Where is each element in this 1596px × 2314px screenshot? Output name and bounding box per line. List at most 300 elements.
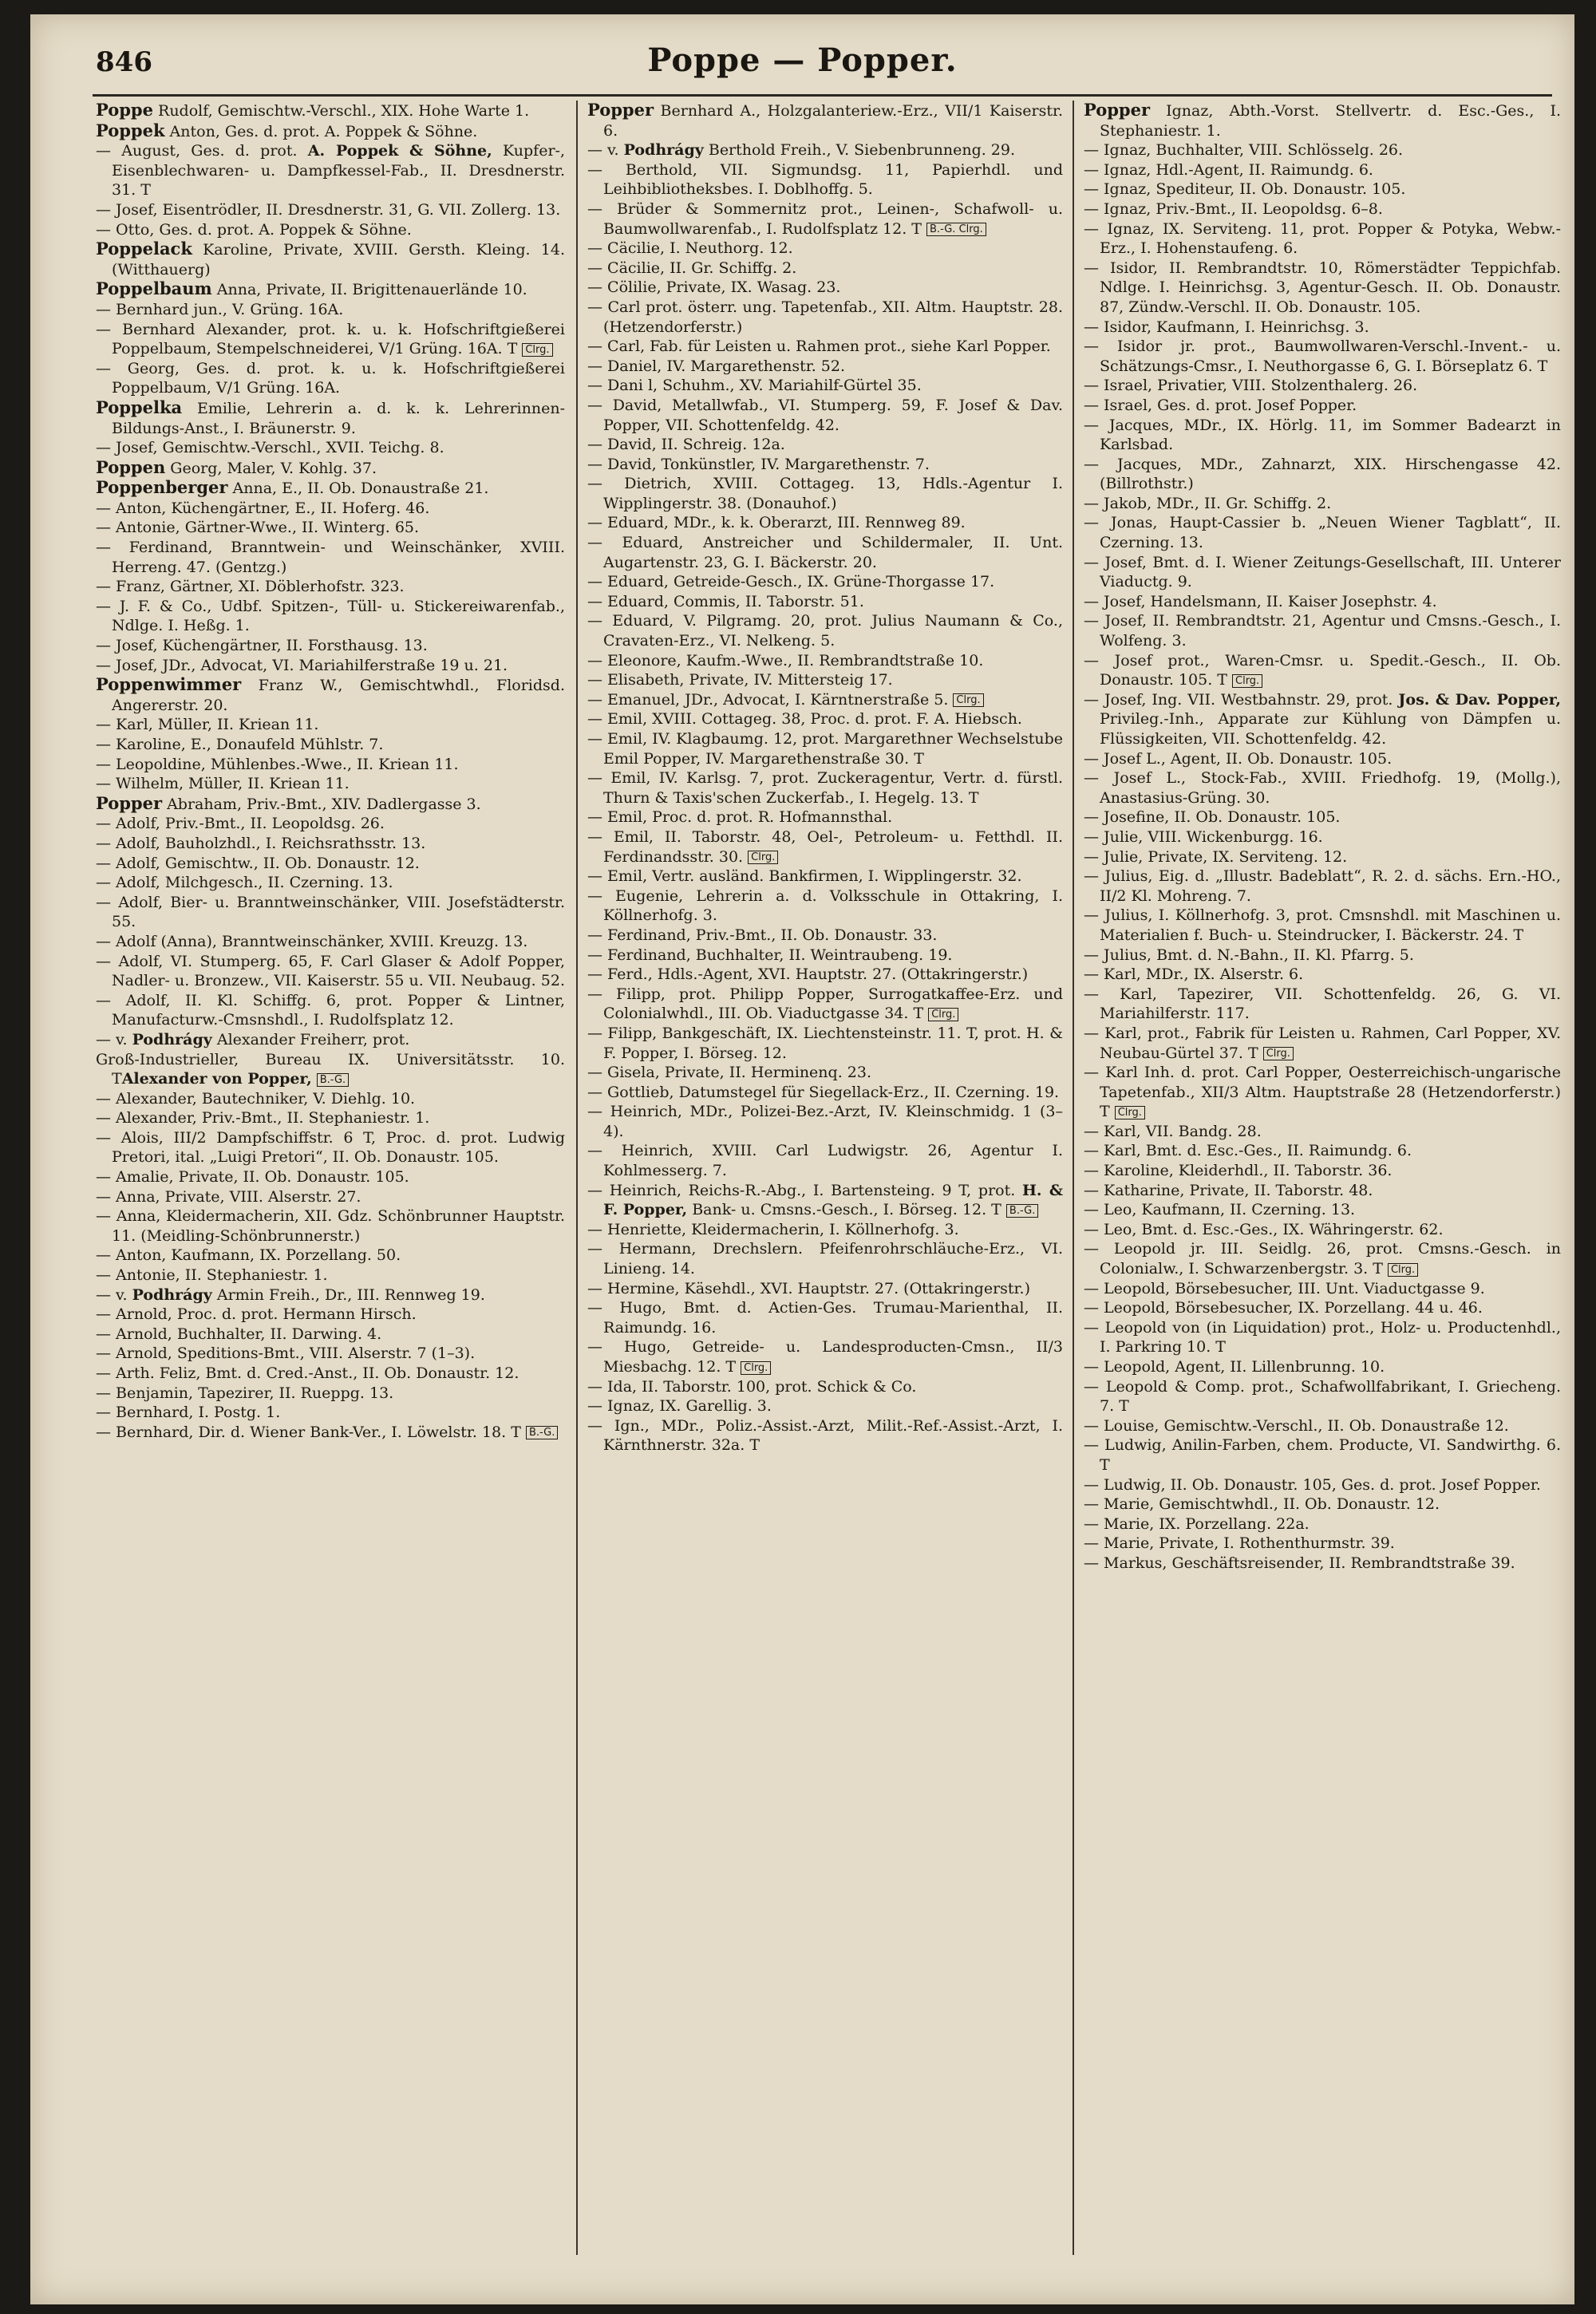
directory-entry bbox=[96, 141, 565, 200]
entry-text: — Isidor jr. prot., Baumwollwaren-Verschl.-Invent.- u. Schätzungs-Cmsr., I. Neuthorgasse 6, G. I. Börseplatz 6. T bbox=[1084, 338, 1561, 375]
entry-text: — Leo, Bmt. d. Esc.-Ges., IX. Währingerstr. 62. bbox=[1084, 1220, 1444, 1238]
firm-name: A. Poppek & Söhne, bbox=[307, 142, 492, 160]
directory-entry bbox=[587, 709, 1063, 729]
entry-text: — Arnold, Speditions-Bmt., VIII. Alserstr. 7 (1–3). bbox=[96, 1345, 476, 1363]
entry-text: — Gottlieb, Datumstegel für Siegellack-Erz., II. Czerning. 19. bbox=[587, 1083, 1060, 1101]
directory-entry bbox=[1084, 513, 1561, 552]
clearing-badge: B.-G. bbox=[526, 1426, 558, 1439]
clearing-badge: Clrg. bbox=[522, 343, 552, 357]
entry-text: — Georg, Ges. d. prot. k. u. k. Hofschriftgießerei Poppelbaum, V/1 Grüng. 16A. bbox=[96, 359, 565, 397]
entry-text: Bernhard A., Holzgalanteriew.-Erz., VII/1 Kaiserstr. 6. bbox=[603, 102, 1063, 140]
directory-entry bbox=[1084, 376, 1561, 396]
entry-text: — David, Tonkünstler, IV. Margarethenstr. 7. bbox=[587, 455, 930, 473]
directory-entry bbox=[1084, 1220, 1561, 1240]
entry-text: Bank- u. Cmsns.-Gesch., I. Börseg. 12. T bbox=[687, 1201, 1001, 1219]
directory-entry bbox=[1084, 1200, 1561, 1220]
directory-entry bbox=[587, 1298, 1063, 1337]
directory-entry bbox=[587, 690, 1063, 710]
directory-entry bbox=[96, 300, 565, 320]
entry-text: — Filipp, prot. Philipp Popper, Surrogatkaffee-Erz. und Colonialwhdl., III. Ob. Viaductgasse 34. T bbox=[587, 985, 1063, 1023]
entry-text: — Adolf, Gemischtw., II. Ob. Donaustr. 12. bbox=[96, 854, 420, 872]
entry-text: — Marie, IX. Porzellang. 22a. bbox=[1084, 1514, 1310, 1533]
directory-entry bbox=[587, 651, 1063, 671]
entry-text: — Arnold, Proc. d. prot. Hermann Hirsch. bbox=[96, 1305, 417, 1324]
entry-text: Emilie, Lehrerin a. d. k. k. Lehrerinnen-Bildungs-Anst., I. Bräunerstr. 9. bbox=[112, 399, 565, 437]
entry-text: — Leo, Kaufmann, II. Czerning. 13. bbox=[1084, 1201, 1356, 1219]
entry-text: — Jacques, MDr., IX. Hörlg. 11, im Sommer Badearzt in Karlsbad. bbox=[1084, 416, 1561, 454]
entry-surname: Poppenberger bbox=[96, 477, 228, 498]
directory-entry bbox=[1084, 1475, 1561, 1495]
entry-text: — Josefine, II. Ob. Donaustr. 105. bbox=[1084, 808, 1341, 827]
directory-entry bbox=[587, 670, 1063, 690]
directory-entry bbox=[1084, 906, 1561, 945]
column-3 bbox=[1084, 101, 1561, 2303]
directory-entry bbox=[587, 729, 1063, 768]
directory-entry bbox=[1084, 1298, 1561, 1318]
directory-entry bbox=[1084, 690, 1561, 749]
directory-entry bbox=[1084, 1435, 1561, 1475]
entry-text: — Daniel, IV. Margarethenstr. 52. bbox=[587, 357, 846, 375]
entry-text: — Ferd., Hdls.-Agent, XVI. Hauptstr. 27. (Ottakringerstr.) bbox=[587, 965, 1029, 984]
directory-entry bbox=[1084, 1141, 1561, 1161]
entry-text: — Emil, XVIII. Cottageg. 38, Proc. d. prot. F. A. Hiebsch. bbox=[587, 710, 1022, 729]
entry-text: — Bernhard, I. Postg. 1. bbox=[96, 1404, 281, 1422]
entry-text: — Carl prot. österr. ung. Tapetenfab., XII. Altm. Hauptstr. 28. (Hetzendorferstr.) bbox=[587, 298, 1063, 336]
directory-entry bbox=[96, 774, 565, 794]
entry-text: — Antonie, Gärtner-Wwe., II. Winterg. 65. bbox=[96, 519, 420, 537]
directory-entry bbox=[96, 1305, 565, 1325]
directory-entry bbox=[96, 438, 565, 458]
entry-text: — Emanuel, JDr., Advocat, I. Kärntnerstraße 5. bbox=[587, 690, 949, 709]
entry-text: — Ignaz, IX. Garellig. 3. bbox=[587, 1397, 772, 1416]
entry-text: — Karl Inh. d. prot. Carl Popper, Oesterreichisch-ungarische Tapetenfab., XII/3 Altm. Hauptstraße 28 (Hetzendorferstr.) T bbox=[1084, 1064, 1561, 1121]
directory-entry bbox=[587, 808, 1063, 827]
directory-entry bbox=[96, 538, 565, 577]
directory-entry bbox=[1084, 1024, 1561, 1063]
directory-entry bbox=[587, 985, 1063, 1024]
directory-entry bbox=[1084, 1279, 1561, 1299]
entry-text: — Eduard, Getreide-Gesch., IX. Grüne-Thorgasse 17. bbox=[587, 573, 995, 591]
entry-text: — Marie, Private, I. Rothenthurmstr. 39. bbox=[1084, 1534, 1395, 1553]
directory-entry bbox=[587, 768, 1063, 808]
entry-text: — Karl, Müller, II. Kriean 11. bbox=[96, 716, 319, 734]
directory-entry bbox=[587, 1396, 1063, 1416]
entry-surname: Poppelka bbox=[96, 397, 183, 417]
entry-text: — Otto, Ges. d. prot. A. Poppek & Söhne. bbox=[96, 220, 412, 239]
directory-entry bbox=[1084, 867, 1561, 906]
entry-text: — Cölilie, Private, IX. Wasag. 23. bbox=[587, 278, 841, 297]
entry-text: Anton, Ges. d. prot. A. Poppek & Söhne. bbox=[164, 122, 478, 140]
entry-text: — Leopold, Börsebesucher, III. Unt. Viaductgasse 9. bbox=[1084, 1279, 1485, 1297]
directory-entry bbox=[96, 834, 565, 854]
directory-entry bbox=[96, 636, 565, 656]
entry-text: Franz W., Gemischtwhdl., Floridsd. Angererstr. 20. bbox=[112, 677, 565, 714]
directory-entry bbox=[96, 991, 565, 1030]
directory-entry bbox=[1084, 1534, 1561, 1554]
entry-text: — Eduard, Commis, II. Taborstr. 51. bbox=[587, 592, 864, 610]
entry-text: — Filipp, Bankgeschäft, IX. Liechtensteinstr. 11. T, prot. H. & F. Popper, I. Börseg. 12. bbox=[587, 1024, 1063, 1062]
directory-entry bbox=[96, 1089, 565, 1109]
entry-text: Alexander Freiherr, prot. bbox=[211, 1030, 410, 1048]
clearing-badge: Clrg. bbox=[1263, 1047, 1294, 1060]
directory-entry bbox=[587, 572, 1063, 592]
entry-text: Anna, Private, II. Brigittenauerlände 10. bbox=[211, 281, 527, 299]
entry-text: — Berthold, VII. Sigmundsg. 11, Papierhdl. und Leihbibliotheksbes. I. Doblhoffg. 5. bbox=[587, 160, 1063, 199]
directory-entry bbox=[587, 435, 1063, 455]
page-title: Poppe — Popper. bbox=[647, 41, 958, 79]
entry-text: — Markus, Geschäftsreisender, II. Rembrandtstraße 39. bbox=[1084, 1554, 1515, 1572]
directory-entry bbox=[1084, 396, 1561, 416]
directory-entry bbox=[587, 455, 1063, 475]
entry-text: — Ludwig, Anilin-Farben, chem. Producte, VI. Sandwirthg. 6. T bbox=[1084, 1436, 1561, 1474]
entry-text: — Heinrich, MDr., Polizei-Bez.-Arzt, IV. Kleinschmidg. 1 (3–4). bbox=[587, 1103, 1063, 1140]
firm-name: Jos. & Dav. Popper, bbox=[1398, 690, 1561, 709]
entry-text: — Elisabeth, Private, IV. Mittersteig 17. bbox=[587, 671, 893, 689]
entry-text: — v. bbox=[587, 141, 624, 160]
directory-entry bbox=[96, 675, 565, 715]
directory-entry bbox=[1084, 985, 1561, 1024]
entry-text: — Adolf, Milchgesch., II. Czerning. 13. bbox=[96, 874, 393, 892]
firm-name: Podhrágy bbox=[132, 1285, 212, 1304]
entry-text: — Leopold von (in Liquidation) prot., Holz- u. Productenhdl., I. Parkring 10. T bbox=[1084, 1318, 1561, 1356]
entry-text: — Amalie, Private, II. Ob. Donaustr. 105. bbox=[96, 1168, 409, 1187]
entry-text: — Karoline, E., Donaufeld Mühlstr. 7. bbox=[96, 736, 384, 753]
directory-entry bbox=[1084, 199, 1561, 219]
entry-text: — Katharine, Private, II. Taborstr. 48. bbox=[1084, 1181, 1373, 1199]
entry-text: Anna, E., II. Ob. Donaustraße 21. bbox=[227, 480, 489, 498]
entry-text: — Eduard, V. Pilgramg. 20, prot. Julius Naumann & Co., Cravaten-Erz., VI. Nelkeng. 5. bbox=[587, 612, 1063, 650]
column-2 bbox=[587, 101, 1063, 2303]
entry-text: — Emil, IV. Klagbaumg. 12, prot. Margarethner Wechselstube Emil Popper, IV. Margarethenstraße 30. T bbox=[587, 730, 1063, 768]
entry-text: — Gisela, Private, II. Herminenq. 23. bbox=[587, 1064, 871, 1082]
entry-surname: Poppelack bbox=[96, 239, 192, 259]
directory-entry bbox=[1084, 259, 1561, 318]
directory-entry bbox=[96, 1344, 565, 1364]
directory-entry bbox=[96, 577, 565, 597]
entry-text: — Eleonore, Kaufm.-Wwe., II. Rembrandtstraße 10. bbox=[587, 651, 984, 669]
entry-text: — Ignaz, Spediteur, II. Ob. Donaustr. 105. bbox=[1084, 180, 1406, 199]
directory-entry bbox=[96, 499, 565, 519]
entry-text: — Alexander, Bautechniker, V. Diehlg. 10. bbox=[96, 1089, 416, 1108]
directory-entry bbox=[1084, 768, 1561, 808]
directory-entry bbox=[587, 160, 1063, 199]
entry-text: — Adolf, VI. Stumperg. 65, F. Carl Glaser & Adolf Popper, Nadler- u. Bronzew., VII. Kaiserstr. 55 u. VII. Neubaug. 52. bbox=[96, 952, 565, 990]
entry-text: — Alois, III/2 Dampfschiffstr. 6 T, Proc. d. prot. Ludwig Pretori, ital. „Luigi Pretori“, II. Ob. Donaustr. 105. bbox=[96, 1128, 565, 1167]
directory-entry bbox=[587, 965, 1063, 985]
entry-text: Kupfer-, Eisenblechwaren- u. Dampfkessel-Fab., II. Dresdnerstr. 31. T bbox=[112, 142, 565, 199]
directory-page bbox=[30, 14, 1574, 2304]
entry-text: Armin Freih., Dr., III. Rennweg 19. bbox=[211, 1285, 485, 1304]
directory-entry bbox=[1084, 1318, 1561, 1357]
directory-entry bbox=[587, 611, 1063, 650]
directory-entry bbox=[96, 1423, 565, 1443]
directory-entry bbox=[96, 1325, 565, 1345]
directory-entry bbox=[587, 867, 1063, 887]
entry-text: — Isidor, II. Rembrandtstr. 10, Römerstädter Teppichfab. Ndlge. I. Heinrichsg. 3, Agentur-Gesch. II. Ob. Donaustr. 87, Zündw.-Verschl. II. Ob. Donaustr. 105. bbox=[1084, 259, 1561, 316]
entry-text: — Ferdinand, Priv.-Bmt., II. Ob. Donaustr. 33. bbox=[587, 926, 938, 944]
entry-text: — Julie, Private, IX. Serviteng. 12. bbox=[1084, 847, 1348, 866]
entry-text: — Karl, MDr., IX. Alserstr. 6. bbox=[1084, 965, 1304, 984]
directory-entry bbox=[1084, 651, 1561, 690]
directory-entry bbox=[587, 1337, 1063, 1376]
clearing-badge: B.-G. bbox=[1006, 1204, 1038, 1218]
directory-entry bbox=[1084, 1122, 1561, 1142]
directory-entry bbox=[587, 140, 1063, 160]
directory-entry bbox=[1084, 180, 1561, 199]
entry-text: — Adolf, Bauholzhdl., I. Reichsrathsstr. 13. bbox=[96, 834, 426, 852]
entry-text: — Arnold, Buchhalter, II. Darwing. 4. bbox=[96, 1325, 382, 1343]
entry-text: — Julius, Bmt. d. N.-Bahn., II. Kl. Pfarrg. 5. bbox=[1084, 946, 1414, 964]
entry-surname: Poppe bbox=[96, 101, 153, 120]
entry-text: — Israel, Ges. d. prot. Josef Popper. bbox=[1084, 396, 1357, 414]
directory-entry bbox=[1084, 946, 1561, 965]
entry-text: — Josef, JDr., Advocat, VI. Mariahilferstraße 19 u. 21. bbox=[96, 656, 508, 674]
entry-text: — Ignaz, Priv.-Bmt., II. Leopoldsg. 6–8. bbox=[1084, 199, 1383, 218]
entry-text: — Heinrich, XVIII. Carl Ludwigstr. 26, Agentur I. Kohlmesserg. 7. bbox=[587, 1142, 1063, 1180]
entry-text: — Franz, Gärtner, XI. Döblerhofstr. 323. bbox=[96, 578, 405, 596]
entry-text: — Jonas, Haupt-Cassier b. „Neuen Wiener Tagblatt“, II. Czerning. 13. bbox=[1084, 514, 1561, 552]
directory-entry bbox=[587, 474, 1063, 513]
entry-text: — Anna, Kleidermacherin, XII. Gdz. Schönbrunner Hauptstr. 11. (Meidling-Schönbrunnerstr.) bbox=[96, 1207, 565, 1245]
directory-entry bbox=[587, 1239, 1063, 1278]
directory-entry bbox=[1084, 1063, 1561, 1122]
entry-text: — Carl, Fab. für Leisten u. Rahmen prot., siehe Karl Popper. bbox=[587, 338, 1051, 356]
entry-text: — Henriette, Kleidermacherin, I. Köllnerhofg. 3. bbox=[587, 1220, 959, 1238]
entry-text: Karoline, Private, XVIII. Gersth. Kleing. 14. (Witthauerg) bbox=[112, 241, 565, 278]
directory-entry bbox=[96, 1364, 565, 1384]
entry-text: — Bernhard jun., V. Grüng. 16A. bbox=[96, 300, 344, 318]
entry-text: Berthold Freih., V. Siebenbrunneng. 29. bbox=[703, 141, 1016, 160]
directory-entry bbox=[587, 592, 1063, 612]
entry-text: — Leopold, Agent, II. Lillenbrunng. 10. bbox=[1084, 1358, 1385, 1376]
directory-entry bbox=[1084, 140, 1561, 160]
directory-entry bbox=[96, 814, 565, 834]
entry-text: — Karl, VII. Bandg. 28. bbox=[1084, 1122, 1262, 1140]
header-rule bbox=[93, 94, 1552, 97]
directory-entry bbox=[96, 220, 565, 240]
entry-surname: Poppen bbox=[96, 456, 166, 477]
directory-entry bbox=[587, 946, 1063, 965]
entry-text: — Ignaz, Hdl.-Agent, II. Raimundg. 6. bbox=[1084, 160, 1373, 179]
entry-text: — Leopold & Comp. prot., Schafwollfabrikant, I. Griecheng. 7. T bbox=[1084, 1377, 1561, 1416]
entry-text: — David, Metallwfab., VI. Stumperg. 59, F. Josef & Dav. Popper, VII. Schottenfeldg. 42. bbox=[587, 396, 1063, 434]
entry-surname: Popper bbox=[96, 792, 163, 813]
entry-text: — Julius, Eig. d. „Illustr. Badeblatt“, R. 2. d. sächs. Ern.-HO., II/2 Kl. Mohreng. 7. bbox=[1084, 867, 1561, 905]
firm-name: Podhrágy bbox=[623, 141, 704, 160]
entry-text: — Hermine, Käsehdl., XVI. Hauptstr. 27. (Ottakringerstr.) bbox=[587, 1279, 1030, 1297]
clearing-badge: Clrg. bbox=[1232, 674, 1262, 688]
directory-entry bbox=[587, 337, 1063, 357]
directory-entry bbox=[587, 1181, 1063, 1220]
entry-surname: Popper bbox=[1084, 101, 1151, 120]
entry-text: — Emil, IV. Karlsg. 7, prot. Zuckeragentur, Vertr. d. fürstl. Thurn & Taxis'schen Zuckerfab., I. Hegelg. 13. T bbox=[587, 769, 1063, 807]
directory-entry bbox=[587, 1141, 1063, 1180]
directory-entry bbox=[96, 794, 565, 815]
directory-entry bbox=[1084, 160, 1561, 180]
clearing-badge: Clrg. bbox=[1115, 1106, 1145, 1119]
entry-surname: Poppenwimmer bbox=[96, 674, 242, 695]
entry-text: — Bernhard, Dir. d. Wiener Bank-Ver., I. Löwelstr. 18. T bbox=[96, 1423, 521, 1441]
page-number: 846 bbox=[96, 46, 152, 78]
entry-text: — Josef, Eisentrödler, II. Dresdnerstr. 31, G. VII. Zollerg. 13. bbox=[96, 200, 561, 219]
entry-surname: Poppek bbox=[96, 120, 165, 140]
clearing-badge: Clrg. bbox=[928, 1008, 958, 1021]
directory-entry bbox=[1084, 847, 1561, 867]
directory-entry bbox=[96, 320, 565, 359]
entry-text: — Adolf (Anna), Branntweinschänker, XVIII. Kreuzg. 13. bbox=[96, 932, 528, 950]
entry-text: — Jacques, MDr., Zahnarzt, XIX. Hirschengasse 42. (Billrothstr.) bbox=[1084, 455, 1561, 493]
directory-entry bbox=[587, 239, 1063, 259]
column-divider bbox=[576, 101, 578, 2255]
entry-text: — Emil, Vertr. ausländ. Bankfirmen, I. Wipplingerstr. 32. bbox=[587, 867, 1022, 886]
directory-entry bbox=[96, 1266, 565, 1285]
entry-text: — Arth. Feliz, Bmt. d. Cred.-Anst., II. Ob. Donaustr. 12. bbox=[96, 1364, 519, 1382]
directory-entry bbox=[587, 827, 1063, 867]
directory-entry bbox=[96, 1206, 565, 1246]
directory-entry bbox=[587, 1416, 1063, 1455]
directory-entry bbox=[1084, 1357, 1561, 1377]
directory-entry bbox=[587, 298, 1063, 337]
directory-entry bbox=[587, 101, 1063, 140]
directory-entry bbox=[1084, 318, 1561, 338]
firm-name: Alexander von Popper, bbox=[121, 1070, 312, 1088]
directory-entry bbox=[96, 1384, 565, 1404]
directory-entry bbox=[96, 478, 565, 499]
entry-text: — Adolf, II. Kl. Schiffg. 6, prot. Popper & Lintner, Manufacturw.-Cmsnshdl., I. Rudolfsplatz 12. bbox=[96, 991, 565, 1029]
entry-text: Groß-Industrieller, Bureau IX. Universitätsstr. 10. T bbox=[96, 1050, 565, 1088]
entry-text: — Ignaz, IX. Serviteng. 11, prot. Popper & Potyka, Webw.-Erz., I. Hohenstaufeng. 6. bbox=[1084, 219, 1561, 258]
entry-text: Ignaz, Abth.-Vorst. Stellvertr. d. Esc.-Ges., I. Stephaniestr. 1. bbox=[1100, 102, 1561, 140]
directory-entry bbox=[1084, 1554, 1561, 1574]
entry-text: — Jakob, MDr., II. Gr. Schiffg. 2. bbox=[1084, 494, 1332, 512]
entry-text: — Karl, Bmt. d. Esc.-Ges., II. Raimundg. 6. bbox=[1084, 1142, 1412, 1160]
entry-text: — Benjamin, Tapezirer, II. Rueppg. 13. bbox=[96, 1384, 394, 1402]
entry-text: — Leopoldine, Mühlenbes.-Wwe., II. Kriean 11. bbox=[96, 755, 459, 773]
entry-text: — Adolf, Priv.-Bmt., II. Leopoldsg. 26. bbox=[96, 815, 385, 833]
directory-entry bbox=[96, 854, 565, 874]
directory-entry bbox=[587, 376, 1063, 396]
directory-entry bbox=[1084, 1161, 1561, 1181]
entry-text: — Dani l, Schuhm., XV. Mariahilf-Gürtel 35. bbox=[587, 377, 922, 395]
column-divider bbox=[1073, 101, 1074, 2255]
directory-entry bbox=[587, 1377, 1063, 1397]
entry-text: — Louise, Gemischtw.-Verschl., II. Ob. Donaustraße 12. bbox=[1084, 1416, 1509, 1435]
directory-entry bbox=[587, 1102, 1063, 1141]
directory-entry bbox=[587, 513, 1063, 533]
entry-text: — Josef L., Agent, II. Ob. Donaustr. 105. bbox=[1084, 749, 1393, 768]
directory-entry bbox=[96, 1187, 565, 1207]
directory-entry bbox=[96, 1167, 565, 1187]
entry-text: — Bernhard Alexander, prot. k. u. k. Hofschriftgießerei Poppelbaum, Stempelschneiderei, V/1 Grüng. 16A. T bbox=[96, 320, 565, 358]
directory-entry bbox=[96, 359, 565, 398]
entry-text: — Emil, II. Taborstr. 48, Oel-, Petroleum- u. Fetthdl. II. Ferdinandsstr. 30. bbox=[587, 827, 1063, 866]
directory-entry bbox=[96, 1128, 565, 1167]
directory-entry bbox=[96, 1108, 565, 1128]
entry-text: — Anna, Private, VIII. Alserstr. 27. bbox=[96, 1187, 361, 1206]
directory-entry bbox=[1084, 965, 1561, 985]
entry-text: — Ign., MDr., Poliz.-Assist.-Arzt, Milit.-Ref.-Assist.-Arzt, I. Kärnthnerstr. 32a. T bbox=[587, 1416, 1063, 1455]
directory-entry bbox=[1084, 808, 1561, 827]
directory-entry bbox=[96, 1050, 565, 1089]
directory-entry bbox=[96, 239, 565, 279]
entry-text: — Wilhelm, Müller, II. Kriean 11. bbox=[96, 775, 350, 793]
directory-entry bbox=[1084, 827, 1561, 847]
directory-entry bbox=[96, 755, 565, 775]
directory-entry bbox=[1084, 101, 1561, 140]
directory-entry bbox=[96, 735, 565, 755]
firm-name: H. & F. Popper, bbox=[603, 1181, 1063, 1219]
directory-entry bbox=[96, 1030, 565, 1050]
directory-entry bbox=[587, 1083, 1063, 1103]
entry-text: — August, Ges. d. prot. bbox=[96, 142, 308, 160]
entry-text: — Cäcilie, I. Neuthorg. 12. bbox=[587, 239, 793, 258]
entry-text: — Ferdinand, Buchhalter, II. Weintraubeng. 19. bbox=[587, 946, 953, 964]
entry-text: — Leopold jr. III. Seidlg. 26, prot. Cmsns.-Gesch. in Colonialw., I. Schwarzenbergstr. 3. T bbox=[1084, 1240, 1561, 1278]
entry-text: — v. bbox=[96, 1030, 132, 1048]
entry-text: — Josef, Handelsmann, II. Kaiser Josephstr. 4. bbox=[1084, 592, 1437, 610]
column-1 bbox=[96, 101, 565, 2303]
entry-text: — Ignaz, Buchhalter, VIII. Schlösselg. 26. bbox=[1084, 141, 1404, 160]
entry-text: — Ludwig, II. Ob. Donaustr. 105, Ges. d. prot. Josef Popper. bbox=[1084, 1475, 1541, 1494]
entry-text: — Eduard, Anstreicher und Schildermaler, II. Unt. Augartenstr. 23, G. I. Bäckerstr. 20. bbox=[587, 534, 1063, 571]
directory-entry bbox=[587, 533, 1063, 572]
directory-entry bbox=[1084, 455, 1561, 494]
entry-text: — Heinrich, Reichs-R.-Abg., I. Bartensteing. 9 T, prot. bbox=[587, 1181, 1022, 1199]
clearing-badge: Clrg. bbox=[953, 693, 983, 707]
entry-text: — Eugenie, Lehrerin a. d. Volksschule in Ottakring, I. Köllnerhofg. 3. bbox=[587, 887, 1063, 925]
directory-entry bbox=[96, 1246, 565, 1266]
entry-text: — Julie, VIII. Wickenburgg. 16. bbox=[1084, 827, 1323, 846]
directory-entry bbox=[96, 121, 565, 142]
entry-text: — Dietrich, XVIII. Cottageg. 13, Hdls.-Agentur I. Wipplingerstr. 38. (Donauhof.) bbox=[587, 475, 1063, 512]
entry-text: — Isidor, Kaufmann, I. Heinrichsg. 3. bbox=[1084, 318, 1369, 336]
directory-entry bbox=[96, 458, 565, 479]
directory-entry bbox=[587, 1220, 1063, 1240]
entry-text: — Karoline, Kleiderhdl., II. Taborstr. 36. bbox=[1084, 1162, 1393, 1180]
entry-text: — Adolf, Bier- u. Branntweinschänker, VIII. Josefstädterstr. 55. bbox=[96, 893, 565, 931]
entry-text: Privileg.-Inh., Apparate zur Kühlung von Dämpfen u. Flüssigkeiten, VII. Schottenfeldg. 42. bbox=[1100, 710, 1561, 748]
directory-entry bbox=[1084, 592, 1561, 612]
entry-text: — Josef, Küchengärtner, II. Forsthausg. 13. bbox=[96, 637, 428, 655]
entry-text: — Josef prot., Waren-Cmsr. u. Spedit.-Gesch., II. Ob. Donaustr. 105. T bbox=[1084, 651, 1561, 689]
directory-entry bbox=[96, 952, 565, 991]
entry-text: Abraham, Priv.-Bmt., XIV. Dadlergasse 3. bbox=[162, 795, 481, 813]
directory-entry bbox=[587, 887, 1063, 926]
clearing-badge: Clrg. bbox=[1388, 1263, 1418, 1277]
directory-entry bbox=[587, 1063, 1063, 1083]
directory-entry bbox=[96, 518, 565, 538]
directory-entry bbox=[587, 278, 1063, 298]
directory-entry bbox=[587, 357, 1063, 377]
entry-text: — Josef, Gemischtw.-Verschl., XVII. Teichg. 8. bbox=[96, 439, 444, 457]
entry-text: Georg, Maler, V. Kohlg. 37. bbox=[165, 459, 377, 477]
entry-text: — Josef, Bmt. d. I. Wiener Zeitungs-Gesellschaft, III. Unterer Viaductg. 9. bbox=[1084, 553, 1561, 591]
directory-entry bbox=[1084, 1416, 1561, 1436]
clearing-badge: Clrg. bbox=[741, 1361, 771, 1375]
entry-text: — Leopold, Börsebesucher, IX. Porzellang. 44 u. 46. bbox=[1084, 1299, 1483, 1317]
entry-text: — Cäcilie, II. Gr. Schiffg. 2. bbox=[587, 259, 797, 277]
directory-entry bbox=[1084, 1239, 1561, 1278]
directory-entry bbox=[96, 656, 565, 676]
directory-entry bbox=[1084, 553, 1561, 592]
directory-entry bbox=[1084, 1495, 1561, 1514]
directory-entry bbox=[587, 926, 1063, 946]
entry-text: — Emil, Proc. d. prot. R. Hofmannsthal. bbox=[587, 808, 893, 827]
entry-text: — Hugo, Bmt. d. Actien-Ges. Trumau-Marienthal, II. Raimundg. 16. bbox=[587, 1299, 1063, 1337]
directory-entry bbox=[587, 259, 1063, 278]
directory-entry bbox=[1084, 1514, 1561, 1534]
entry-text: — Israel, Privatier, VIII. Stolzenthalerg. 26. bbox=[1084, 377, 1418, 395]
